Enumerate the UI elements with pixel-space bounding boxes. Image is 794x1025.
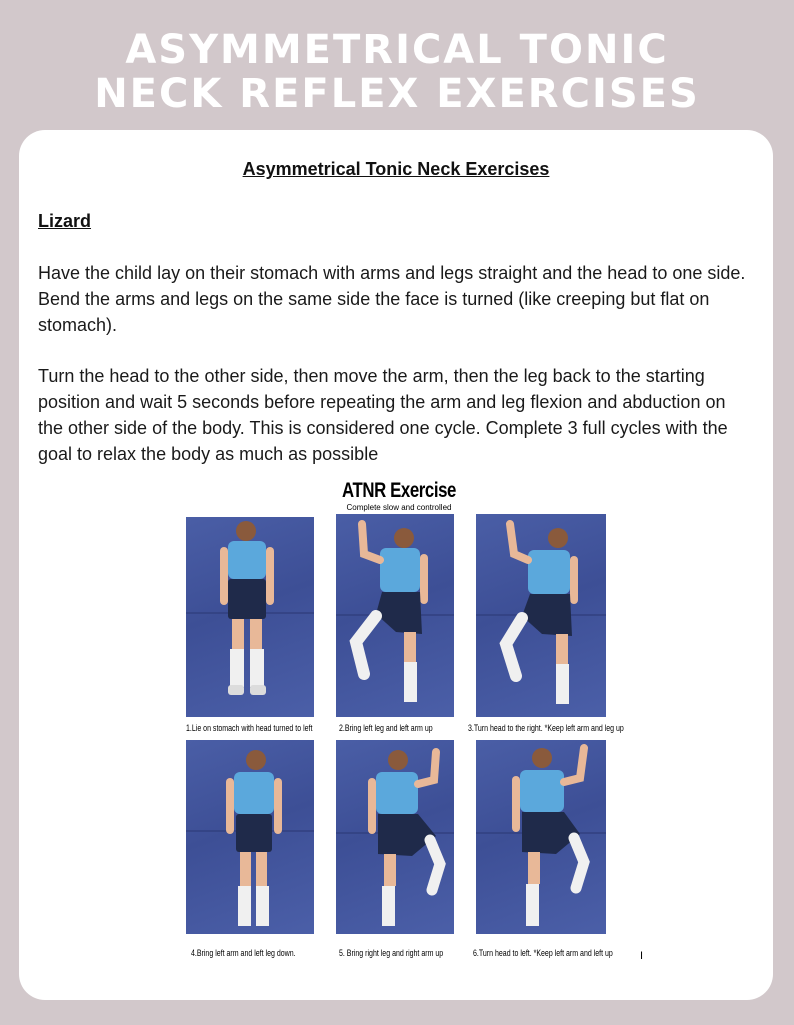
child-figure-right-bent — [336, 740, 454, 934]
step-4-caption: 4.Bring left arm and left leg down. — [191, 948, 296, 958]
banner-line-2: NECK REFLEX EXERCISES — [94, 71, 700, 117]
step-6-photo — [476, 740, 606, 934]
page-banner — [0, 28, 794, 116]
child-figure-head-left — [476, 740, 606, 934]
step-3-caption: 3.Turn head to the right. *Keep left arm and leg up — [468, 723, 624, 733]
banner-line-1: ASYMMETRICAL TONIC — [125, 27, 669, 73]
section-heading-lizard: Lizard — [38, 211, 92, 231]
figure-subtitle: Complete slow and controlled — [346, 503, 452, 512]
step-6-caption: 6.Turn head to left. *Keep left arm and left up — [473, 948, 613, 958]
step-4-photo — [186, 740, 314, 934]
page-mark: I — [640, 950, 644, 962]
instruction-paragraph-2: Turn the head to the other side, then move the arm, then the leg back to the starting position and wait 5 seconds before repeating the arm and leg flexion and abduction on the other side of the body. This is considered one cycle. Complete 3 full cycles with the goal to relax the body as much as possible — [38, 366, 728, 464]
content-card — [19, 130, 773, 1000]
figure-title: ATNR Exercise — [341, 479, 456, 502]
step-3-photo — [476, 514, 606, 717]
child-figure-left-bent — [336, 514, 454, 717]
instruction-paragraph-1: Have the child lay on their stomach with arms and legs straight and the head to one side. Bend the arms and legs on the same side the face is turned (like creeping but flat on stomach). — [38, 263, 746, 335]
step-5-photo — [336, 740, 454, 934]
step-1-caption: 1.Lie on stomach with head turned to left — [186, 723, 313, 733]
step-5-caption: 5. Bring right leg and right arm up — [339, 948, 444, 958]
step-2-photo — [336, 514, 454, 717]
child-figure-head-right — [476, 514, 606, 717]
step-2-caption: 2.Bring left leg and left arm up — [339, 723, 433, 733]
document-title: Asymmetrical Tonic Neck Exercises — [242, 159, 550, 179]
step-1-photo — [186, 517, 314, 717]
child-figure-straight — [186, 517, 314, 717]
child-figure-arms-down — [186, 740, 314, 934]
